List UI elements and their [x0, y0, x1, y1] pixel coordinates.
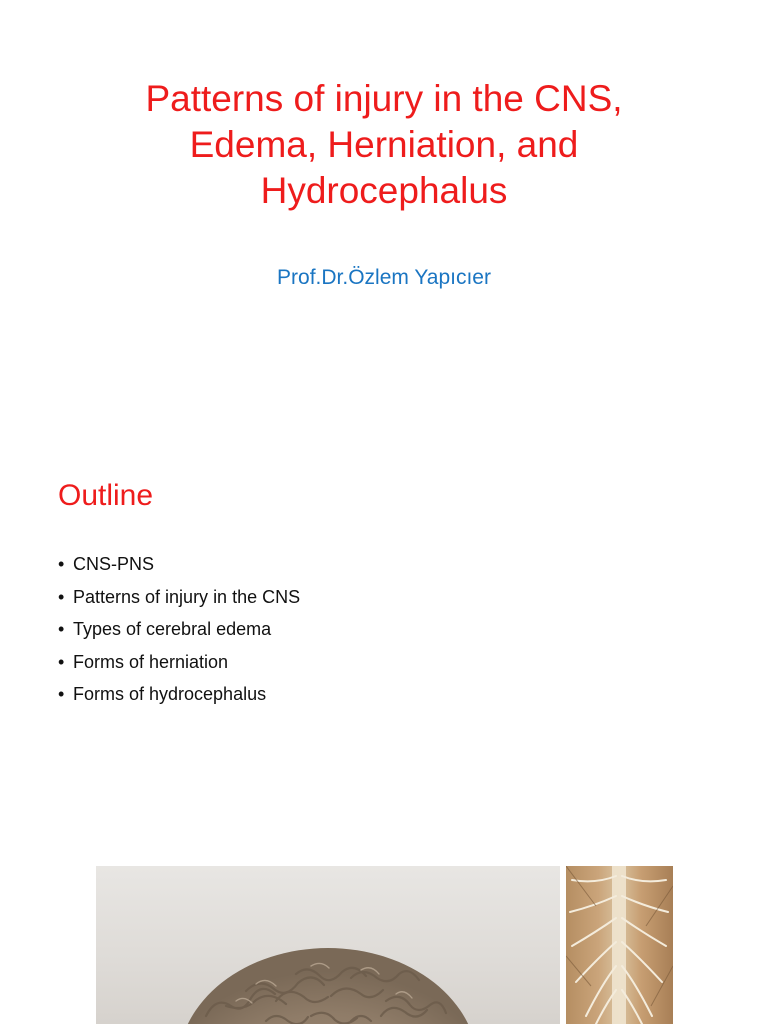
bullet-dot-icon: • — [58, 586, 65, 607]
outline-slide — [0, 430, 768, 835]
spinal-nerves-drawing — [566, 866, 673, 1024]
author-subtitle: Prof.Dr.Özlem Yapıcıer — [277, 266, 491, 289]
bullet-dot-icon: • — [58, 619, 65, 639]
bullet-item — [58, 678, 300, 711]
brain-photo — [96, 866, 560, 1024]
bullet-dot-icon: • — [58, 651, 65, 672]
spinal-nerves-illustration — [566, 866, 673, 1024]
brain-photo-drawing — [96, 866, 560, 1024]
bullet-text: Types of cerebral edema — [73, 619, 272, 639]
bullet-text: Patterns of injury in the CNS — [73, 586, 301, 607]
outline-bullet-list — [58, 548, 300, 711]
bullet-item — [58, 613, 300, 646]
bullet-item — [58, 548, 300, 581]
bullet-dot-icon: • — [58, 554, 65, 574]
bullet-text: Forms of herniation — [73, 651, 229, 672]
bullet-dot-icon: • — [58, 684, 65, 704]
outline-heading: Outline — [58, 479, 154, 512]
slide-title — [0, 76, 768, 214]
image-slide — [0, 835, 768, 1024]
bullet-text: CNS-PNS — [73, 554, 155, 574]
bullet-text: Forms of hydrocephalus — [73, 684, 267, 704]
title-line: Patterns of injury in the CNS, — [145, 78, 623, 119]
title-slide — [0, 0, 768, 430]
bullet-item — [58, 646, 300, 679]
title-line: Edema, Herniation, and — [189, 124, 579, 165]
bullet-item — [58, 581, 300, 614]
title-line: Hydrocephalus — [260, 170, 508, 211]
